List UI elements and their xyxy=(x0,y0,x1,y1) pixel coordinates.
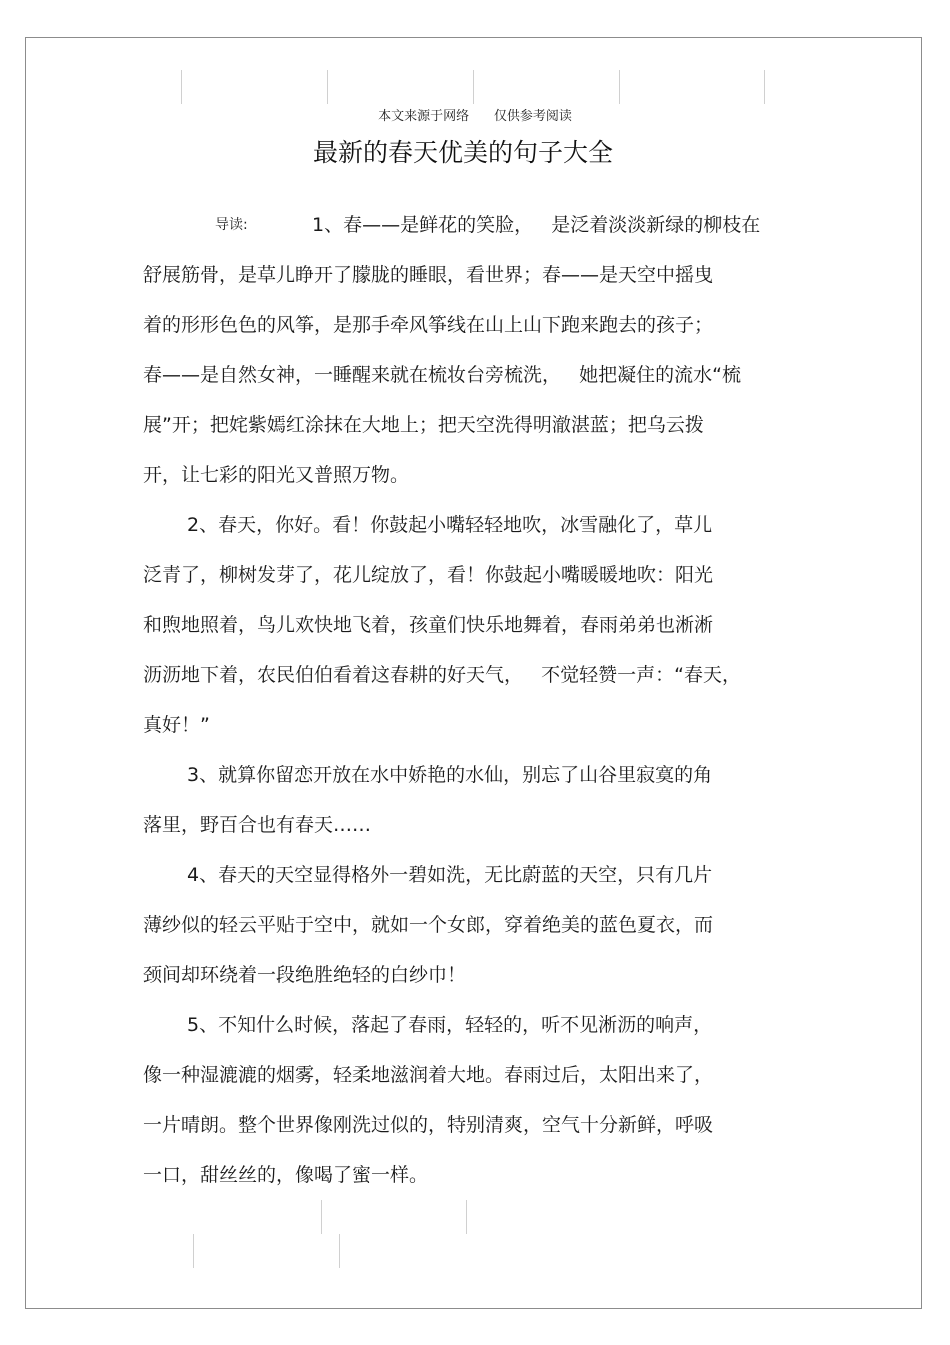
decorative-rule xyxy=(764,70,765,104)
paragraph-line: 泛青了，柳树发芽了，花儿绽放了，看！你鼓起小嘴暖暖地吹：阳光 xyxy=(143,564,714,586)
paragraph-line: 展”开；把姹紫嫣红涂抹在大地上；把天空洗得明澈湛蓝；把乌云拨 xyxy=(143,414,704,436)
decorative-rule xyxy=(193,1234,194,1268)
paragraph-line: 沥沥地下着，农民伯伯看着这春耕的好天气， 不觉轻赞一声：“春天， xyxy=(143,664,741,686)
decorative-rule xyxy=(473,70,474,104)
paragraph-line: 1、春——是鲜花的笑脸， 是泛着淡淡新绿的柳枝在 xyxy=(312,214,761,236)
paragraph-line: 舒展筋骨，是草儿睁开了朦胧的睡眼，看世界；春——是天空中摇曳 xyxy=(143,264,714,286)
intro-label: 导读: xyxy=(215,217,248,233)
decorative-rule xyxy=(321,1200,322,1234)
header-note: 本文来源于网络 仅供参考阅读 xyxy=(378,109,572,124)
paragraph-line: 像一种湿漉漉的烟雾，轻柔地滋润着大地。春雨过后，太阳出来了， xyxy=(143,1064,714,1086)
paragraph-line: 一口，甜丝丝的，像喝了蜜一样。 xyxy=(143,1164,429,1186)
paragraph-line: 开，让七彩的阳光又普照万物。 xyxy=(143,464,410,486)
decorative-rule xyxy=(466,1200,467,1234)
page-title: 最新的春天优美的句子大全 xyxy=(312,138,613,167)
decorative-rule xyxy=(619,70,620,104)
paragraph-line: 颈间却环绕着一段绝胜绝轻的白纱巾！ xyxy=(143,964,467,986)
paragraph-line: 3、就算你留恋开放在水中娇艳的水仙，别忘了山谷里寂寞的角 xyxy=(187,764,713,786)
paragraph-line: 落里，野百合也有春天…… xyxy=(143,814,372,836)
paragraph-line: 薄纱似的轻云平贴于空中，就如一个女郎，穿着绝美的蓝色夏衣，而 xyxy=(143,914,714,936)
paragraph-line: 4、春天的天空显得格外一碧如洗，无比蔚蓝的天空，只有几片 xyxy=(187,864,713,886)
decorative-rule xyxy=(339,1234,340,1268)
paragraph-line: 和煦地照着，鸟儿欢快地飞着，孩童们快乐地舞着，春雨弟弟也淅淅 xyxy=(143,614,714,636)
paragraph-line: 真好！” xyxy=(143,714,210,736)
paragraph-line: 5、不知什么时候，落起了春雨，轻轻的，听不见淅沥的响声， xyxy=(187,1014,713,1036)
paragraph-line: 一片晴朗。整个世界像刚洗过似的，特别清爽，空气十分新鲜，呼吸 xyxy=(143,1114,714,1136)
paragraph-line: 春——是自然女神，一睡醒来就在梳妆台旁梳洗， 她把凝住的流水“梳 xyxy=(143,364,741,386)
paragraph-line: 着的形形色色的风筝，是那手牵风筝线在山上山下跑来跑去的孩子； xyxy=(143,314,714,336)
paragraph-line: 2、春天，你好。看！你鼓起小嘴轻轻地吹，冰雪融化了，草儿 xyxy=(187,514,713,536)
decorative-rule xyxy=(181,70,182,104)
decorative-rule xyxy=(327,70,328,104)
